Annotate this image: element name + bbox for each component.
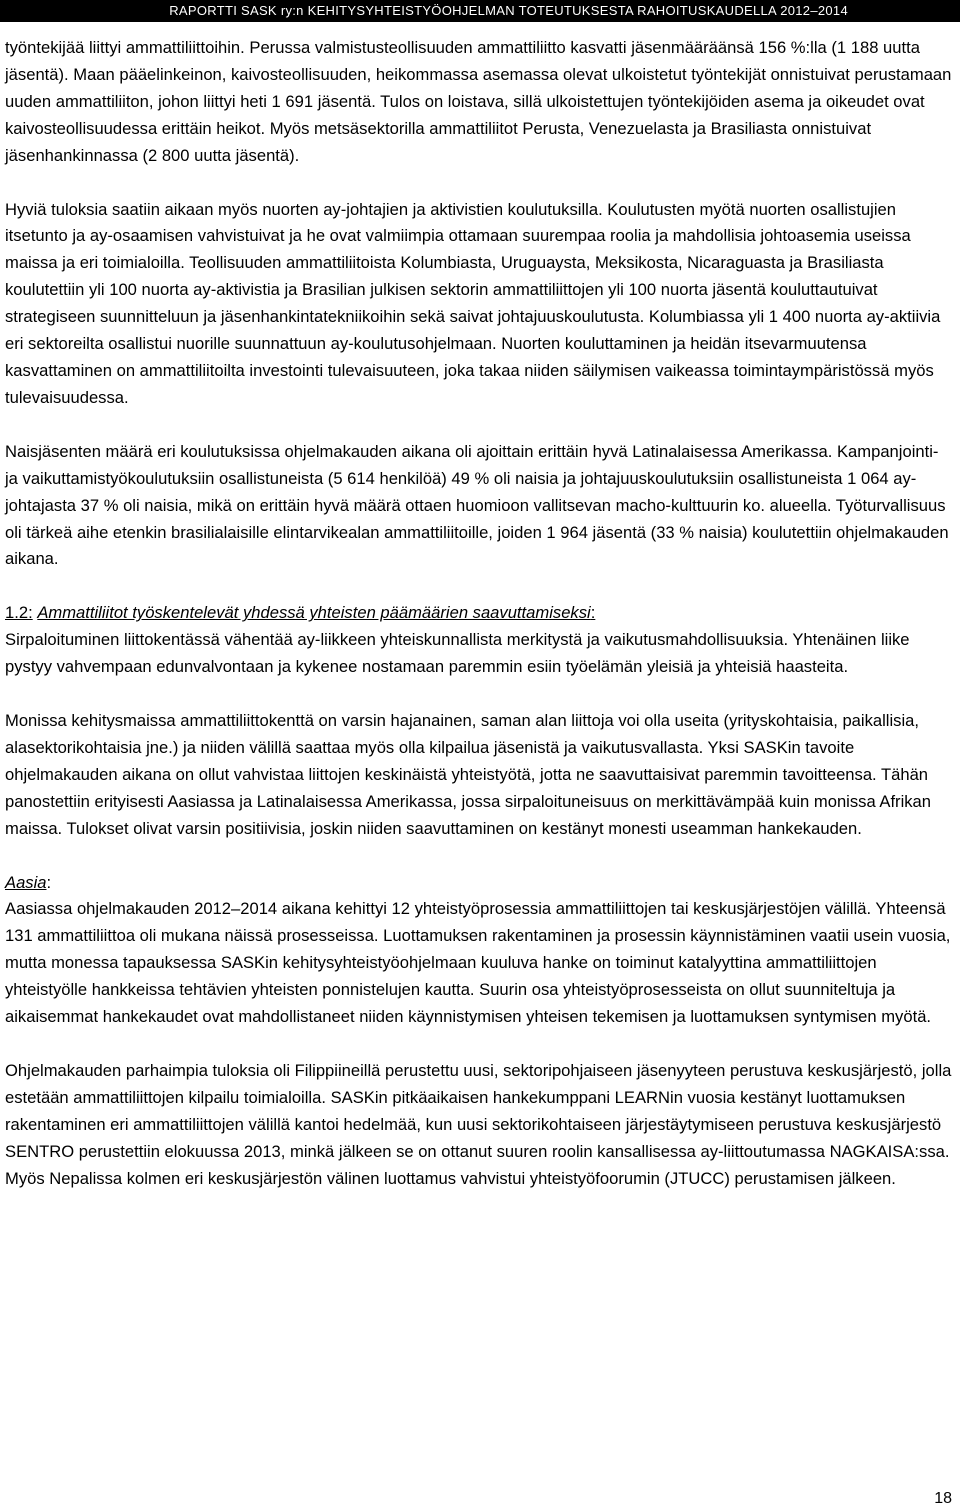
- paragraph-text: Tulos on loistava, sillä ulkoistettujen työntekijöiden asema ja oikeudet ovat kaivosteollisuudessa erittäin heikot. Myös metsäsektorilla ammattiliitot Perusta, Venezuelasta ja Brasiliasta onnistuivat jäsenhankinnassa (2 800 uutta jäsentä).: [5, 91, 925, 165]
- running-header-bar: [0, 0, 960, 22]
- paragraph-women-members: Naisjäsenten määrä eri koulutuksissa ohjelmakauden aikana oli ajoittain erittäin hyvä Latinalaisessa Amerikassa. Kampanjointi- ja vaikuttamistyökoulutuksiin osallistuneista (5 614 henkilöä) 49 % oli naisia ja johtajuuskoulutuksiin osallistuneista 1 064 ay-johtajasta 37 % oli naisia, mikä on erittäin hyvä määrä ottaen huomioon vallitsevan macho-kulttuurin ko. alueella. Työturvallisuus oli tärkeä aihe etenkin brasilialaisille elintarvikealan ammattiliitoille, joiden 1 964 jäsentä (33 % naisia) koulutettiin ohjelmakauden aikana.: [5, 441, 949, 569]
- paragraph-fragmentation: Sirpaloituminen liittokentässä vähentää ay-liikkeen yhteiskunnallista merkitystä ja vaikutusmahdollisuuksia. Yhtenäinen liike pystyy vahvempaan edunvalvontaan ja kykenee nostamaan paremmin esiin työelämän yleisiä ja yhteisiä haasteita.: [5, 630, 910, 677]
- paragraph-youth-training: Hyviä tuloksia saatiin aikaan myös nuorten ay-johtajien ja aktivistien koulutuksilla. Koulutusten myötä nuorten osallistujien itsetunto ja ay-osaamisen vahvistuivat ja he ovat valmiimpia ottamaan suurempaa roolia ja mahdollisia johtoasemia useissa maissa ja eri toimialoilla. Teollisuuden ammattiliitoista Kolumbiasta, Uruguaysta, Meksikosta, Nicaraguasta ja Brasiliasta koulutettiin yli 100 nuorta ay-aktivistia ja Brasilian julkisen sektorin ammattiliittojen yli 100 nuorta jäsentä kouluttautuivat strategiseen suunnitteluun ja jäsenhankintatekniikoihin sekä saivat johtajuuskoulutusta. Kolumbiassa yli 1 400 nuorta ay-aktiivia eri sektoreilta osallistui nuorille suunnattuun ay-koulutusohjelmaan. Nuorten kouluttaminen ja heidän itsevarmuutensa kasvattaminen on ammattiliitoilta investointi tulevaisuuteen, joka takaa niiden säilymisen vaikeassa toimintaympäristössä myös tulevaisuudessa.: [5, 199, 941, 407]
- section-number: 1.2:: [5, 603, 33, 623]
- page-number: 18: [934, 1490, 952, 1507]
- paragraph-union-membership: [5, 35, 955, 170]
- region-colon: :: [46, 872, 52, 892]
- document-body: [5, 35, 955, 1193]
- paragraph-text: Perussa valmistusteollisuuden ammattiliitto kasvatti jäsenmääräänsä 156 %:lla (1 188 uutta jäsentä). Maan pääelinkeinon, kaivosteollisuuden, heikommassa asemassa olevat ulkoistetut työntekijät onnistuivat perustamaan uuden ammattiliiton, johon liittyi heti 1 691 jäsentä.: [5, 38, 952, 111]
- region-label: Aasia: [5, 872, 47, 892]
- running-header-title: RAPORTTI SASK ry:n KEHITYSYHTEISTYÖOHJELMAN TOTEUTUKSESTA RAHOITUSKAUDELLA 2012–2014: [169, 3, 848, 18]
- section-heading: [5, 600, 955, 627]
- paragraph-text: työntekijää liittyi ammattiliittoihin.: [5, 38, 250, 57]
- paragraph-developing-countries: Monissa kehitysmaissa ammattiliittokenttä on varsin hajanainen, saman alan liittoja voi olla useita (yrityskohtaisia, paikallisia, alasektorikohtaisia jne.) ja niiden välillä saattaa myös olla kilpailua jäsenistä ja vaikutusvallasta. Yksi SASKin tavoite ohjelmakauden aikana on ollut vahvistaa liittojen keskinäistä yhteistyötä, jotta ne saavuttaisivat paremmin tavoitteensa. Tähän panostettiin erityisesti Aasiassa ja Latinalaisessa Amerikassa, jossa sirpaloituneisuus on merkittävämpää kuin monissa Afrikan maissa. Tulokset olivat varsin positiivisia, joskin niiden saavuttaminen on kestänyt monesti useamman hankekauden.: [5, 711, 932, 838]
- paragraph-philippines: Ohjelmakauden parhaimpia tuloksia oli Filippiineillä perustettu uusi, sektoripohjaiseen jäsenyyteen perustuva keskusjärjestö, jolla estetään ammattiliittojen kilpailu toimialoilla. SASKin pitkäaikaisen hankekumppani LEARNin vuosia kestänyt luottamuksen rakentaminen eri ammattiliittojen välillä kantoi hedelmää, kun uusi sektorikohtaiseen järjestäytymiseen perustuva keskusjärjestö SENTRO perustettiin elokuussa 2013, minkä jälkeen se on ottanut suuren roolin kansallisessa ay-liittoutumassa NAGKAISA:ssa. Myös Nepalissa kolmen eri keskusjärjestön välinen luottamus vahvistui yhteistyöfoorumin (JTUCC) perustamisen jälkeen.: [5, 1061, 952, 1188]
- section-title: Ammattiliitot työskentelevät yhdessä yhteisten päämäärien saavuttamiseksi: [37, 603, 591, 623]
- section-colon: :: [590, 603, 596, 623]
- paragraph-asia: Aasiassa ohjelmakauden 2012–2014 aikana kehittyi 12 yhteistyöprosessia ammattiliittojen tai keskusjärjestöjen välillä. Yhteensä 131 ammattiliittoa oli mukana näissä prosesseissa. Luottamuksen rakentaminen ja prosessin käynnistäminen vaatii usein vuosia, mutta monessa tapauksessa SASKin kehitysyhteistyöohjelmaan kuuluva hanke on toiminut katalyyttina ammattiliittojen yhteistyölle hankkeissa tehtävien yhteisten ponnistelujen kautta. Suurin osa yhteistyöprosesseista on ollut suunniteltuja ja aikaisemmat hankekaudet ovat mahdollistaneet niiden käynnistymisen yhteisen tekemisen ja luottamuksen syntymisen myötä.: [5, 899, 951, 1027]
- region-heading: [5, 870, 955, 897]
